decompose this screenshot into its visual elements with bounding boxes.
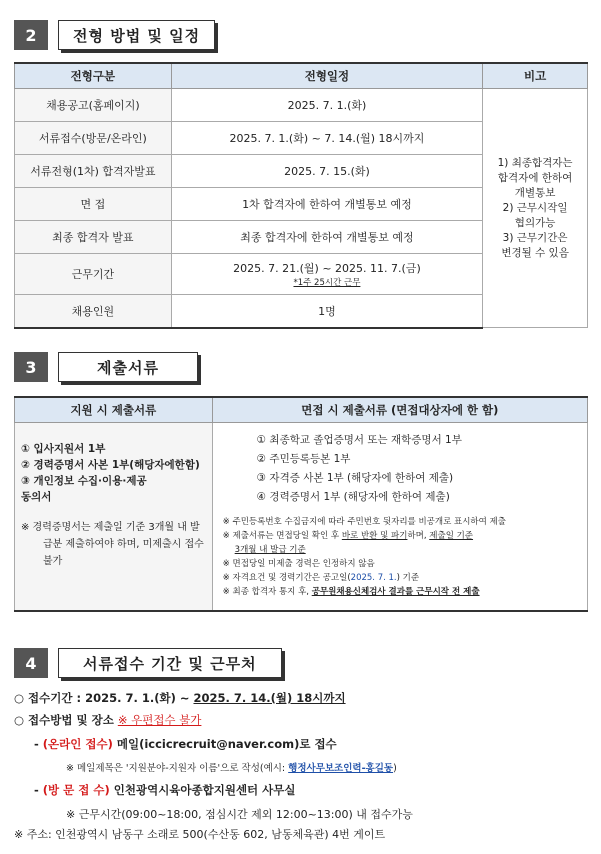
- interview-note: ※ 면접당일 미제출 경력은 인정하지 않음: [222, 559, 375, 569]
- row-label: 서류전형(1차) 합격자발표: [15, 155, 172, 188]
- row-label: 근무기간: [15, 254, 172, 295]
- section-2-header: [14, 20, 215, 50]
- remark-line: 합격자에 한하여: [497, 171, 573, 184]
- remark-line: 3) 근무기간은: [502, 231, 568, 244]
- row-value-cell: [171, 254, 482, 295]
- remark-line: 1) 최종합격자는: [497, 156, 573, 169]
- remark-line: 협의가능: [514, 216, 556, 229]
- interview-docs-cell: [212, 423, 587, 611]
- hours-line: ※ 근무시간(09:00~18:00, 점심시간 제외 12:00~13:00) 내 접수가능: [66, 808, 413, 821]
- remarks-cell: [483, 89, 588, 328]
- visit-line: - (방 문 접 수) 인천광역시육아종합지원센터 사무실: [34, 783, 296, 797]
- section-number: 3: [14, 352, 48, 382]
- apply-doc-item: 동의서: [21, 491, 52, 503]
- row-label: 서류접수(방문/온라인): [15, 122, 172, 155]
- mail-note: ※ 메일제목은 '지원분야-지원자 이름'으로 작성(예시: 행정사무보조인력-홍길동): [66, 763, 397, 774]
- documents-table: [14, 396, 588, 612]
- table-row: [15, 423, 588, 611]
- row-value: 1차 합격자에 한하여 개별통보 예정: [171, 188, 482, 221]
- row-value: 2025. 7. 21.(월) ~ 2025. 11. 7.(금): [233, 262, 421, 275]
- section-3-header: [14, 352, 198, 382]
- apply-note: ※ 경력증명서는 제출일 기준 3개월 내 발급분 제출하여야 하며, 미제출시 접수 불가: [21, 522, 204, 567]
- remark-line: 2) 근무시작일: [502, 201, 568, 214]
- row-value: 2025. 7. 1.(화) ~ 7. 14.(월) 18시까지: [171, 122, 482, 155]
- column-header: 비고: [483, 63, 588, 89]
- row-value: 2025. 7. 15.(화): [171, 155, 482, 188]
- row-value: 1명: [171, 295, 482, 328]
- column-header: 지원 시 제출서류: [15, 397, 213, 423]
- row-label: 채용공고(홈페이지): [15, 89, 172, 122]
- interview-note: ※ 주민등록번호 수집금지에 따라 주민번호 뒷자리를 비공개로 표시하여 제출: [222, 517, 506, 527]
- section-number: 2: [14, 20, 48, 50]
- section-title: 제출서류: [58, 352, 198, 382]
- method-line: ○ 접수방법 및 장소 ※ 우편접수 불가: [14, 713, 202, 727]
- interview-doc-item: ① 최종학교 졸업증명서 또는 재학증명서 1부: [256, 434, 462, 446]
- row-value: 2025. 7. 1.(화): [171, 89, 482, 122]
- row-label: 최종 합격자 발표: [15, 221, 172, 254]
- column-header: 면접 시 제출서류 (면접대상자에 한 함): [212, 397, 587, 423]
- remark-line: 개별통보: [514, 186, 556, 199]
- section-number: 4: [14, 648, 48, 678]
- interview-doc-item: ② 주민등록등본 1부: [256, 453, 351, 465]
- apply-doc-item: ② 경력증명서 사본 1부(해당자에한함): [21, 459, 200, 471]
- table-row: [15, 89, 588, 122]
- section-title: 전형 방법 및 일정: [58, 20, 215, 50]
- row-value: 최종 합격자에 한하여 개별통보 예정: [171, 221, 482, 254]
- interview-note: ※ 자격요건 및 경력기간은 공고일(2025. 7. 1.) 기준: [222, 573, 420, 583]
- online-line: - (온라인 접수) 메일(iccicrecruit@naver.com)로 접수: [34, 737, 337, 751]
- interview-note: 3개월 내 발급 기준: [234, 545, 306, 555]
- schedule-table: [14, 62, 588, 329]
- interview-doc-item: ③ 자격증 사본 1부 (해당자에 한하여 제출): [256, 472, 454, 484]
- apply-doc-item: ① 입사지원서 1부: [21, 443, 106, 455]
- section-title: 서류접수 기간 및 근무처: [58, 648, 282, 678]
- interview-doc-item: ④ 경력증명서 1부 (해당자에 한하여 제출): [256, 491, 450, 503]
- row-label: 채용인원: [15, 295, 172, 328]
- section-4-header: [14, 648, 282, 678]
- remark-line: 변경될 수 있음: [501, 246, 569, 259]
- interview-note: ※ 최종 합격자 통지 후, 공무원채용신체검사 결과를 근무시작 전 제출: [222, 587, 480, 597]
- apply-doc-item: ③ 개인정보 수집·이용·제공: [21, 475, 147, 487]
- column-header: 전형일정: [171, 63, 482, 89]
- apply-docs-cell: [15, 423, 213, 611]
- interview-note: ※ 제출서류는 면접당일 확인 후 바로 반환 및 파기하며, 제출일 기준: [222, 531, 474, 541]
- row-label: 면 접: [15, 188, 172, 221]
- column-header: 전형구분: [15, 63, 172, 89]
- period-line: ○ 접수기간 : 2025. 7. 1.(화) ~ 2025. 7. 14.(월) 18시까지: [14, 691, 346, 705]
- address-line: ※ 주소: 인천광역시 남동구 소래로 500(수산동 602, 남동체육관) 4번 게이트: [14, 828, 386, 841]
- row-note: *1주 25시간 근무: [293, 278, 361, 288]
